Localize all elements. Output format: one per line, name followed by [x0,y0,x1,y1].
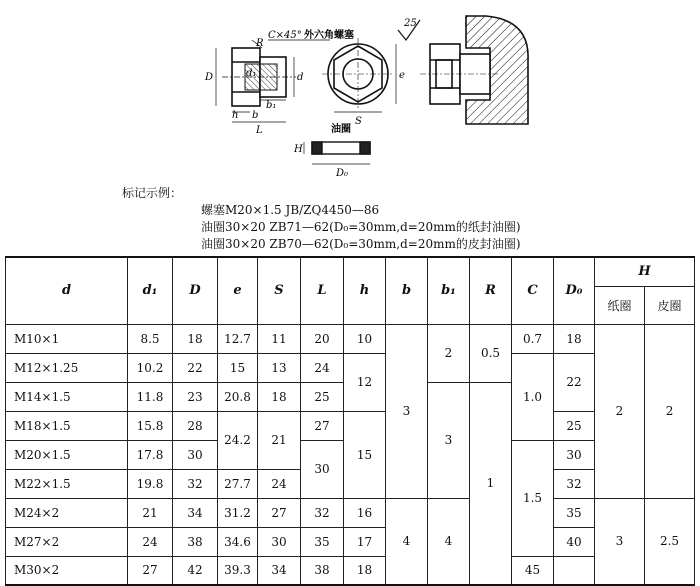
header-H-leather: 皮圈 [645,286,695,324]
cell-e: 31.2 [218,498,258,527]
header-b: b [386,257,428,324]
cell-S: 21 [258,411,301,469]
cell-H-leather: 2 [645,324,695,498]
installed-section-view [420,16,528,124]
plug-hex-view [322,38,396,112]
cell-d1: 8.5 [128,324,173,353]
dim-label-e: e [399,70,405,81]
cell-e: 24.2 [218,411,258,469]
cell-S: 30 [258,527,301,556]
cell-d1: 10.2 [128,353,173,382]
cell-D: 28 [173,411,218,440]
cell-S: 13 [258,353,301,382]
example-line-1: 螺塞M20×1.5 JB/ZQ4450—86 [201,203,380,217]
cell-D: 23 [173,382,218,411]
cell-d: M10×1 [6,324,128,353]
cell-R: 1 [470,382,512,585]
cell-H-leather: 2.5 [645,498,695,585]
cell-d: M24×2 [6,498,128,527]
example-line-2: 油圈30×20 ZB71—62(D₀=30mm,d=20mm的纸封油圈) [201,220,521,234]
table-row [6,556,695,585]
cell-S: 34 [258,556,301,585]
cell-C: 0.7 [512,324,554,353]
cell-D0: 25 [554,411,595,440]
cell-L: 38 [301,556,344,585]
dim-label-H: H [294,144,303,155]
header-C: C [512,257,554,324]
cell-h: 17 [344,527,386,556]
cell-h: 18 [344,556,386,585]
cell-C: 1.5 [512,440,554,556]
cell-D: 38 [173,527,218,556]
header-R: R [470,257,512,324]
header-S: S [258,257,301,324]
cell-b1: 3 [428,382,470,498]
cell-D0: 18 [554,324,595,353]
cell-S: 24 [258,469,301,498]
cell-d: M14×1.5 [6,382,128,411]
cell-e: 15 [218,353,258,382]
cell-d: M22×1.5 [6,469,128,498]
header-H: H [595,257,695,286]
dim-label-R: R [256,38,264,49]
cell-D: 22 [173,353,218,382]
dim-label-b: b [252,110,259,121]
table-row [6,411,695,440]
header-d1: d₁ [128,257,173,324]
gasket-label: 油圈 [331,124,351,135]
cell-L: 27 [301,411,344,440]
dim-label-L: L [256,125,263,136]
roughness-value: 25 [404,18,417,29]
cell-b1: 2 [428,324,470,382]
header-D: D [173,257,218,324]
example-line-3: 油圈30×20 ZB70—62(D₀=30mm,d=20mm的皮封油圈) [201,237,521,251]
cell-h: 16 [344,498,386,527]
table-row [6,527,695,556]
cell-H-paper: 2 [595,324,645,498]
header-e: e [218,257,258,324]
cell-b: 4 [386,498,428,585]
cell-b: 3 [386,324,428,498]
cell-d1: 21 [128,498,173,527]
cell-b1: 4 [428,498,470,585]
cell-d: M27×2 [6,527,128,556]
cell-L: 32 [301,498,344,527]
dim-label-D: D [205,72,214,83]
cell-R: 0.5 [470,324,512,382]
cell-L: 25 [301,382,344,411]
cell-d1: 27 [128,556,173,585]
gasket-drawing [304,142,370,164]
cell-e: 12.7 [218,324,258,353]
table-row [6,353,695,382]
cell-D: 34 [173,498,218,527]
header-L: L [301,257,344,324]
header-h: h [344,257,386,324]
dim-label-h: h [232,110,239,121]
cell-L: 24 [301,353,344,382]
cell-D0: 30 [554,440,595,469]
cell-d: M12×1.25 [6,353,128,382]
dim-label-b1: b₁ [266,100,277,111]
cell-h: 12 [344,353,386,411]
cell-H-paper: 3 [595,498,645,585]
cell-D: 42 [173,556,218,585]
dimension-table [5,256,695,586]
dim-label-C: C×45° [268,30,302,41]
cell-d1: 15.8 [128,411,173,440]
cell-e: 27.7 [218,469,258,498]
example-heading: 标记示例： [122,186,183,200]
dim-label-S: S [355,116,362,127]
cell-D0: 35 [554,498,595,527]
cell-h: 10 [344,324,386,353]
cell-D: 32 [173,469,218,498]
cell-e: 20.8 [218,382,258,411]
cell-S: 11 [258,324,301,353]
cell-S: 18 [258,382,301,411]
cell-d1: 19.8 [128,469,173,498]
cell-D0: 22 [554,353,595,411]
header-d: d [6,257,128,324]
table-row [6,498,695,527]
table-row [6,324,695,353]
cell-d1: 11.8 [128,382,173,411]
header-D0: D₀ [554,257,595,324]
cell-D0: 32 [554,469,595,498]
dim-label-D0: D₀ [336,168,349,179]
cell-D0: 45 [512,556,554,585]
cell-d: M18×1.5 [6,411,128,440]
dim-label-d1: d₁ [246,68,257,79]
header-H-paper: 纸圈 [595,286,645,324]
cell-e: 39.3 [218,556,258,585]
cell-h: 15 [344,411,386,498]
cell-d: M20×1.5 [6,440,128,469]
cell-D: 30 [173,440,218,469]
cell-D: 18 [173,324,218,353]
cell-L: 35 [301,527,344,556]
header-b1: b₁ [428,257,470,324]
cell-d1: 17.8 [128,440,173,469]
part-name-label: 外六角螺塞 [304,30,354,41]
cell-C: 1.0 [512,353,554,440]
cell-e: 34.6 [218,527,258,556]
cell-d1: 24 [128,527,173,556]
cell-S: 27 [258,498,301,527]
cell-d: M30×2 [6,556,128,585]
cell-D0: 40 [554,527,595,556]
cell-L: 30 [301,440,344,498]
cell-L: 20 [301,324,344,353]
dim-label-d: d [297,72,304,83]
plug-drawings [0,0,700,180]
